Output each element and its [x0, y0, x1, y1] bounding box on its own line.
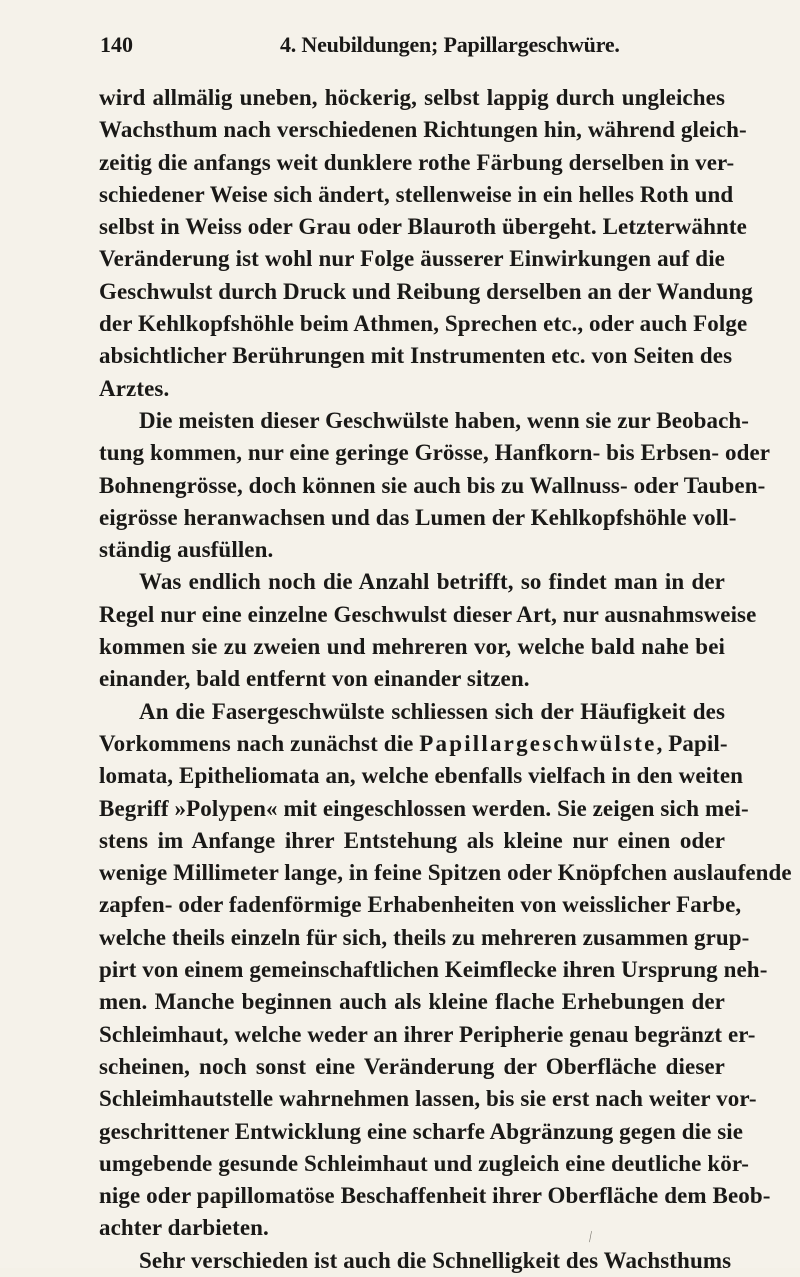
text-line: Regel nur eine einzelne Geschwulst dieser Art, nur ausnahmsweise [99, 601, 757, 627]
paragraph-first-line: Was endlich noch die Anzahl betrifft, so findet man in der [139, 569, 725, 595]
text-line: pirt von einem gemeinschaftlichen Keimflecke ihren Ursprung neh- [99, 957, 768, 983]
text-line: wenige Millimeter lange, in feine Spitzen oder Knöpfchen auslaufende [99, 860, 792, 886]
text-line: Arztes. [99, 375, 170, 401]
text-line: lomata, Epitheliomata an, welche ebenfalls vielfach in den weiten [99, 763, 744, 789]
text-line: nige oder papillomatöse Beschaffenheit ihrer Oberfläche dem Beob- [99, 1183, 771, 1209]
text-line: zeitig die anfangs weit dunklere rothe Färbung derselben in ver- [99, 149, 735, 175]
text-line: Geschwulst durch Druck und Reibung derselben an der Wandung [99, 278, 753, 304]
text-line: scheinen, noch sonst eine Veränderung der Oberfläche dieser [99, 1053, 725, 1079]
text-line: kommen sie zu zweien und mehreren vor, welche bald nahe bei [99, 634, 725, 660]
text-line: Schleimhautstelle wahrnehmen lassen, bis sie erst nach weiter vor- [99, 1086, 757, 1112]
chapter-title: 4. Neubildungen; Papillargeschwüre. [280, 32, 620, 57]
text-line: geschrittener Entwicklung eine scharfe Abgränzung gegen die sie [99, 1118, 744, 1144]
pencil-mark: ⁄ [586, 1230, 596, 1245]
text-line: stens im Anfange ihrer Entstehung als kleine nur einen oder [99, 827, 725, 853]
text-line: selbst in Weiss oder Grau oder Blauroth übergeht. Letzterwähnte [99, 214, 747, 240]
running-header [100, 32, 720, 68]
text-line: Bohnengrösse, doch können sie auch bis zu Wallnuss- oder Tauben- [99, 472, 766, 498]
emphasized-term: Papillargeschwülste [419, 730, 657, 756]
text-line: Wachsthum nach verschiedenen Richtungen hin, während gleich- [99, 117, 747, 143]
text-line: schiedener Weise sich ändert, stellenweise in ein helles Roth und [99, 181, 734, 207]
paragraph-first-line: An die Fasergeschwülste schliessen sich der Häufigkeit des [139, 698, 725, 724]
text-line: men. Manche beginnen auch als kleine flache Erhebungen der [99, 989, 725, 1015]
text-line [99, 728, 728, 760]
body-text [99, 82, 792, 1277]
text-line: ständig ausfüllen. [99, 537, 274, 563]
text-line: umgebende gesunde Schleimhaut und zugleich eine deutliche kör- [99, 1150, 750, 1176]
text-line: Schleimhaut, welche weder an ihrer Peripherie genau begränzt er- [99, 1021, 756, 1047]
text-line: welche theils einzeln für sich, theils zu mehreren zusammen grup- [99, 924, 750, 950]
text-line: Veränderung ist wohl nur Folge äusserer Einwirkungen auf die [99, 246, 725, 272]
text-line: achter darbieten. [99, 1215, 269, 1241]
paragraph-first-line: Sehr verschieden ist auch die Schnelligkeit des Wachsthums [139, 1247, 732, 1273]
text-line: tung kommen, nur eine geringe Grösse, Hanfkorn- bis Erbsen- oder [99, 440, 771, 466]
paragraph-first-line: Die meisten dieser Geschwülste haben, wenn sie zur Beobach- [139, 407, 750, 433]
text-line: wird allmälig uneben, höckerig, selbst lappig durch ungleiches [99, 85, 725, 110]
text-line: zapfen- oder fadenförmige Erhabenheiten von weisslicher Farbe, [99, 892, 742, 918]
text-line: eigrösse heranwachsen und das Lumen der Kehlkopfshöhle voll- [99, 504, 737, 530]
line-start: Vorkommens nach zunächst die [99, 730, 420, 756]
text-line: Begriff »Polypen« mit eingeschlossen werden. Sie zeigen sich mei- [99, 795, 749, 821]
text-line: absichtlicher Berührungen mit Instrumenten etc. von Seiten des [99, 343, 733, 369]
text-line: einander, bald entfernt von einander sitzen. [99, 666, 530, 692]
text-line: der Kehlkopfshöhle beim Athmen, Sprechen etc., oder auch Folge [99, 311, 748, 337]
page-number: 140 [100, 32, 133, 57]
line-end: , Papil- [656, 730, 728, 756]
